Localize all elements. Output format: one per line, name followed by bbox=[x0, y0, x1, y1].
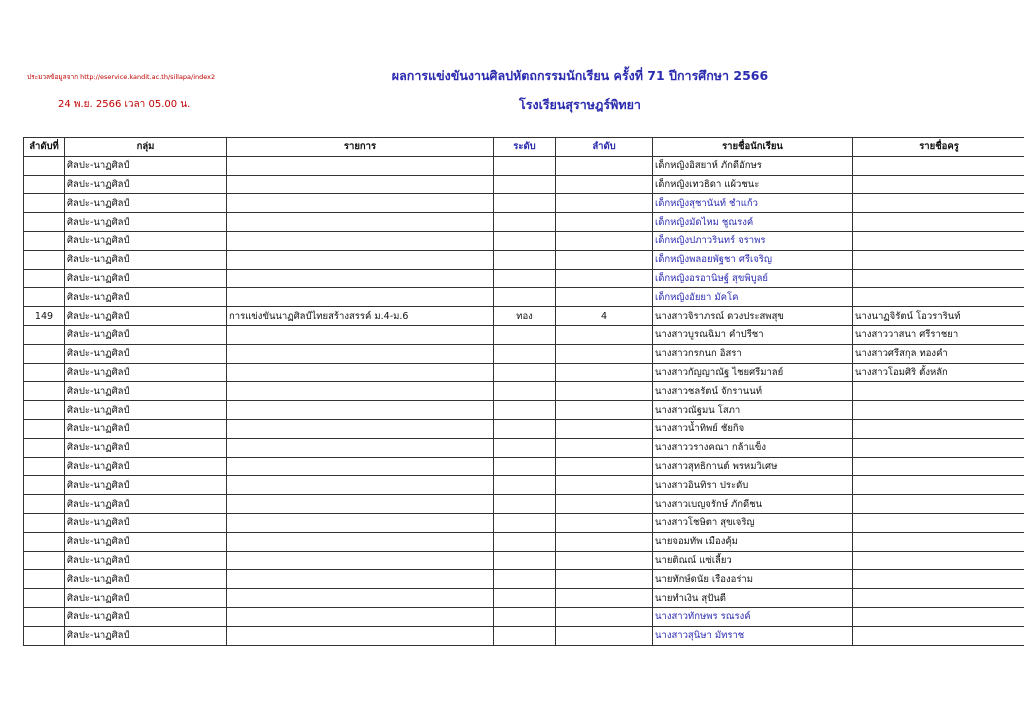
table-row bbox=[24, 288, 1024, 307]
cell-rank bbox=[556, 194, 653, 213]
table-row bbox=[24, 626, 1024, 645]
cell-group: ศิลปะ-นาฏศิลป์ bbox=[65, 607, 227, 626]
cell-no bbox=[24, 363, 65, 382]
table-row bbox=[24, 513, 1024, 532]
cell-rank bbox=[556, 288, 653, 307]
cell-level bbox=[494, 194, 556, 213]
cell-level bbox=[494, 457, 556, 476]
cell-student: นางสาวกัญญาณัฐ ไชยศรีมาลย์ bbox=[653, 363, 853, 382]
cell-level bbox=[494, 438, 556, 457]
cell-group: ศิลปะ-นาฏศิลป์ bbox=[65, 288, 227, 307]
cell-group: ศิลปะ-นาฏศิลป์ bbox=[65, 213, 227, 232]
cell-teacher bbox=[853, 589, 1024, 608]
cell-level bbox=[494, 476, 556, 495]
cell-group: ศิลปะ-นาฏศิลป์ bbox=[65, 495, 227, 514]
cell-item bbox=[227, 438, 494, 457]
table-row bbox=[24, 363, 1024, 382]
cell-no bbox=[24, 570, 65, 589]
cell-teacher: นางสาววาสนา ศรีราชยา bbox=[853, 325, 1024, 344]
table-row bbox=[24, 344, 1024, 363]
cell-rank bbox=[556, 231, 653, 250]
cell-item bbox=[227, 288, 494, 307]
cell-level bbox=[494, 607, 556, 626]
cell-teacher bbox=[853, 213, 1024, 232]
cell-rank bbox=[556, 495, 653, 514]
cell-rank bbox=[556, 269, 653, 288]
cell-teacher bbox=[853, 607, 1024, 626]
cell-item bbox=[227, 570, 494, 589]
cell-level bbox=[494, 288, 556, 307]
table-header-row bbox=[24, 138, 1024, 157]
cell-student: นางสาวโชษิตา สุขเจริญ bbox=[653, 513, 853, 532]
table-row bbox=[24, 194, 1024, 213]
cell-no bbox=[24, 532, 65, 551]
cell-item bbox=[227, 457, 494, 476]
cell-teacher bbox=[853, 476, 1024, 495]
table-row bbox=[24, 476, 1024, 495]
table-row bbox=[24, 325, 1024, 344]
cell-group: ศิลปะ-นาฏศิลป์ bbox=[65, 307, 227, 326]
cell-rank bbox=[556, 513, 653, 532]
cell-teacher: นางสาวโอมศิริ ตั้งหลัก bbox=[853, 363, 1024, 382]
cell-level bbox=[494, 325, 556, 344]
cell-item bbox=[227, 363, 494, 382]
col-header-no: ลำดับที่ bbox=[24, 138, 65, 157]
table-row bbox=[24, 382, 1024, 401]
cell-student: นางสาววรางคณา กล้าแข็ง bbox=[653, 438, 853, 457]
cell-level bbox=[494, 231, 556, 250]
cell-teacher bbox=[853, 513, 1024, 532]
cell-student: เด็กหญิงเทวธิดา แผ้วชนะ bbox=[653, 175, 853, 194]
table-row bbox=[24, 532, 1024, 551]
cell-teacher bbox=[853, 532, 1024, 551]
cell-teacher bbox=[853, 156, 1024, 175]
table-row bbox=[24, 250, 1024, 269]
cell-item bbox=[227, 231, 494, 250]
cell-group: ศิลปะ-นาฏศิลป์ bbox=[65, 419, 227, 438]
cell-group: ศิลปะ-นาฏศิลป์ bbox=[65, 250, 227, 269]
cell-rank bbox=[556, 363, 653, 382]
cell-item bbox=[227, 607, 494, 626]
cell-item bbox=[227, 175, 494, 194]
cell-rank bbox=[556, 607, 653, 626]
cell-rank bbox=[556, 344, 653, 363]
col-header-student: รายชื่อนักเรียน bbox=[653, 138, 853, 157]
cell-no bbox=[24, 175, 65, 194]
cell-level bbox=[494, 551, 556, 570]
cell-item bbox=[227, 532, 494, 551]
cell-teacher bbox=[853, 269, 1024, 288]
cell-item bbox=[227, 382, 494, 401]
cell-group: ศิลปะ-นาฏศิลป์ bbox=[65, 194, 227, 213]
cell-rank bbox=[556, 626, 653, 645]
cell-group: ศิลปะ-นาฏศิลป์ bbox=[65, 363, 227, 382]
cell-rank bbox=[556, 570, 653, 589]
table-row bbox=[24, 269, 1024, 288]
cell-student: นายทักษ์ดนัย เรืองอร่าม bbox=[653, 570, 853, 589]
table-body bbox=[24, 156, 1024, 645]
cell-level bbox=[494, 269, 556, 288]
col-header-teacher: รายชื่อครู bbox=[853, 138, 1024, 157]
cell-item bbox=[227, 269, 494, 288]
col-header-rank: ลำดับ bbox=[556, 138, 653, 157]
cell-group: ศิลปะ-นาฏศิลป์ bbox=[65, 551, 227, 570]
col-header-group: กลุ่ม bbox=[65, 138, 227, 157]
cell-student: เด็กหญิงปภาวรินทร์ จราพร bbox=[653, 231, 853, 250]
cell-item bbox=[227, 194, 494, 213]
source-note: ประมวลข้อมูลจาก http://eservice.kandit.ac.th/sillapa/index2 bbox=[27, 73, 216, 81]
cell-rank bbox=[556, 476, 653, 495]
cell-student: นางสาวน้ำทิพย์ ชัยกิจ bbox=[653, 419, 853, 438]
cell-teacher bbox=[853, 495, 1024, 514]
cell-rank bbox=[556, 156, 653, 175]
cell-rank bbox=[556, 419, 653, 438]
cell-student: นางสาวจิราภรณ์ ดวงประสพสุข bbox=[653, 307, 853, 326]
cell-rank bbox=[556, 532, 653, 551]
results-table bbox=[23, 137, 1024, 646]
cell-student: นางสาวอินทิรา ประดับ bbox=[653, 476, 853, 495]
cell-rank bbox=[556, 589, 653, 608]
cell-group: ศิลปะ-นาฏศิลป์ bbox=[65, 438, 227, 457]
col-header-level: ระดับ bbox=[494, 138, 556, 157]
table-row bbox=[24, 175, 1024, 194]
cell-student: เด็กหญิงพลอยพัฐชา ศรีเจริญ bbox=[653, 250, 853, 269]
cell-item bbox=[227, 589, 494, 608]
cell-item bbox=[227, 213, 494, 232]
cell-teacher: นางนาฏจิรัตน์ โอวรารินท์ bbox=[853, 307, 1024, 326]
cell-no bbox=[24, 344, 65, 363]
table-row bbox=[24, 419, 1024, 438]
page-title: ผลการแข่งขันงานศิลปหัตถกรรมนักเรียน ครั้งที่ 71 ปีการศึกษา 2566 bbox=[391, 68, 769, 83]
cell-student: เด็กหญิงอรอานิษฐ์ สุขพิบูลย์ bbox=[653, 269, 853, 288]
cell-no bbox=[24, 382, 65, 401]
table-row bbox=[24, 607, 1024, 626]
cell-group: ศิลปะ-นาฏศิลป์ bbox=[65, 532, 227, 551]
cell-student: นางสาวทักษพร รณรงค์ bbox=[653, 607, 853, 626]
cell-student: เด็กหญิงสุชานันท์ ชำแก้ว bbox=[653, 194, 853, 213]
cell-group: ศิลปะ-นาฏศิลป์ bbox=[65, 476, 227, 495]
cell-group: ศิลปะ-นาฏศิลป์ bbox=[65, 156, 227, 175]
cell-student: นางสาวสุทธิกานต์ พรหมวิเศษ bbox=[653, 457, 853, 476]
cell-no bbox=[24, 551, 65, 570]
cell-no bbox=[24, 213, 65, 232]
cell-student: นางสาวบูรณฉิมา คำปรีชา bbox=[653, 325, 853, 344]
cell-level bbox=[494, 175, 556, 194]
cell-student: เด็กหญิงมัดไหม ชูณรงค์ bbox=[653, 213, 853, 232]
cell-no bbox=[24, 457, 65, 476]
cell-no bbox=[24, 476, 65, 495]
cell-no bbox=[24, 156, 65, 175]
cell-student: นางสาวสุนิษา มัทราช bbox=[653, 626, 853, 645]
cell-no bbox=[24, 401, 65, 420]
cell-teacher bbox=[853, 175, 1024, 194]
cell-group: ศิลปะ-นาฏศิลป์ bbox=[65, 513, 227, 532]
cell-group: ศิลปะ-นาฏศิลป์ bbox=[65, 175, 227, 194]
cell-item bbox=[227, 401, 494, 420]
cell-item bbox=[227, 156, 494, 175]
cell-student: นายจอมทัพ เมืองคุ้ม bbox=[653, 532, 853, 551]
cell-rank bbox=[556, 175, 653, 194]
cell-student: เด็กหญิงอัยยา มัคโค bbox=[653, 288, 853, 307]
cell-teacher bbox=[853, 570, 1024, 589]
cell-group: ศิลปะ-นาฏศิลป์ bbox=[65, 626, 227, 645]
cell-item bbox=[227, 513, 494, 532]
cell-no bbox=[24, 231, 65, 250]
cell-group: ศิลปะ-นาฏศิลป์ bbox=[65, 269, 227, 288]
cell-student: นางสาวเบญจรักษ์ ภักดีชน bbox=[653, 495, 853, 514]
cell-rank bbox=[556, 213, 653, 232]
cell-rank bbox=[556, 250, 653, 269]
cell-teacher bbox=[853, 194, 1024, 213]
table-row bbox=[24, 401, 1024, 420]
cell-rank bbox=[556, 457, 653, 476]
cell-student: นางสาวณัฐมน โสภา bbox=[653, 401, 853, 420]
school-name: โรงเรียนสุราษฎร์พิทยา bbox=[519, 97, 641, 112]
cell-no bbox=[24, 325, 65, 344]
table-row bbox=[24, 570, 1024, 589]
cell-teacher: นางสาวศรีสกุล ทองคำ bbox=[853, 344, 1024, 363]
cell-rank: 4 bbox=[556, 307, 653, 326]
cell-group: ศิลปะ-นาฏศิลป์ bbox=[65, 570, 227, 589]
date-note: 24 พ.ย. 2566 เวลา 05.00 น. bbox=[58, 99, 191, 110]
cell-level bbox=[494, 495, 556, 514]
cell-teacher bbox=[853, 626, 1024, 645]
table-row bbox=[24, 213, 1024, 232]
cell-level bbox=[494, 382, 556, 401]
cell-item bbox=[227, 250, 494, 269]
table-row bbox=[24, 307, 1024, 326]
table-row bbox=[24, 589, 1024, 608]
table-row bbox=[24, 457, 1024, 476]
table-row bbox=[24, 495, 1024, 514]
cell-item bbox=[227, 626, 494, 645]
cell-group: ศิลปะ-นาฏศิลป์ bbox=[65, 589, 227, 608]
table-row bbox=[24, 156, 1024, 175]
cell-no: 149 bbox=[24, 307, 65, 326]
cell-level bbox=[494, 570, 556, 589]
cell-item bbox=[227, 495, 494, 514]
cell-item bbox=[227, 476, 494, 495]
cell-rank bbox=[556, 401, 653, 420]
cell-rank bbox=[556, 382, 653, 401]
cell-level bbox=[494, 344, 556, 363]
cell-rank bbox=[556, 325, 653, 344]
cell-level bbox=[494, 532, 556, 551]
cell-group: ศิลปะ-นาฏศิลป์ bbox=[65, 457, 227, 476]
cell-teacher bbox=[853, 551, 1024, 570]
cell-teacher bbox=[853, 419, 1024, 438]
cell-no bbox=[24, 495, 65, 514]
cell-level bbox=[494, 363, 556, 382]
cell-item: การแข่งขันนาฏศิลป์ไทยสร้างสรรค์ ม.4-ม.6 bbox=[227, 307, 494, 326]
cell-group: ศิลปะ-นาฏศิลป์ bbox=[65, 344, 227, 363]
cell-teacher bbox=[853, 250, 1024, 269]
cell-rank bbox=[556, 551, 653, 570]
cell-group: ศิลปะ-นาฏศิลป์ bbox=[65, 325, 227, 344]
cell-teacher bbox=[853, 457, 1024, 476]
cell-no bbox=[24, 250, 65, 269]
cell-no bbox=[24, 194, 65, 213]
cell-level bbox=[494, 401, 556, 420]
cell-level bbox=[494, 419, 556, 438]
cell-no bbox=[24, 419, 65, 438]
cell-level bbox=[494, 513, 556, 532]
cell-no bbox=[24, 269, 65, 288]
cell-level bbox=[494, 250, 556, 269]
cell-group: ศิลปะ-นาฏศิลป์ bbox=[65, 382, 227, 401]
cell-no bbox=[24, 288, 65, 307]
cell-group: ศิลปะ-นาฏศิลป์ bbox=[65, 231, 227, 250]
cell-student: นางสาวกรกนก อิสรา bbox=[653, 344, 853, 363]
cell-teacher bbox=[853, 231, 1024, 250]
cell-no bbox=[24, 626, 65, 645]
cell-level bbox=[494, 156, 556, 175]
cell-rank bbox=[556, 438, 653, 457]
cell-level bbox=[494, 589, 556, 608]
table-row bbox=[24, 438, 1024, 457]
cell-group: ศิลปะ-นาฏศิลป์ bbox=[65, 401, 227, 420]
cell-student: นายทำเงิน สุปันตี bbox=[653, 589, 853, 608]
cell-no bbox=[24, 607, 65, 626]
cell-teacher bbox=[853, 382, 1024, 401]
cell-item bbox=[227, 344, 494, 363]
col-header-item: รายการ bbox=[227, 138, 494, 157]
cell-teacher bbox=[853, 401, 1024, 420]
cell-no bbox=[24, 513, 65, 532]
cell-item bbox=[227, 419, 494, 438]
table-row bbox=[24, 231, 1024, 250]
cell-item bbox=[227, 325, 494, 344]
cell-student: นายติณณ์ แซ่เลี้ยว bbox=[653, 551, 853, 570]
cell-level bbox=[494, 213, 556, 232]
cell-student: เด็กหญิงอิสยาห์ ภักดีอักษร bbox=[653, 156, 853, 175]
cell-no bbox=[24, 438, 65, 457]
cell-student: นางสาวชลรัตน์ จักรานนท์ bbox=[653, 382, 853, 401]
cell-teacher bbox=[853, 288, 1024, 307]
cell-level: ทอง bbox=[494, 307, 556, 326]
cell-item bbox=[227, 551, 494, 570]
cell-teacher bbox=[853, 438, 1024, 457]
cell-no bbox=[24, 589, 65, 608]
table-row bbox=[24, 551, 1024, 570]
cell-level bbox=[494, 626, 556, 645]
